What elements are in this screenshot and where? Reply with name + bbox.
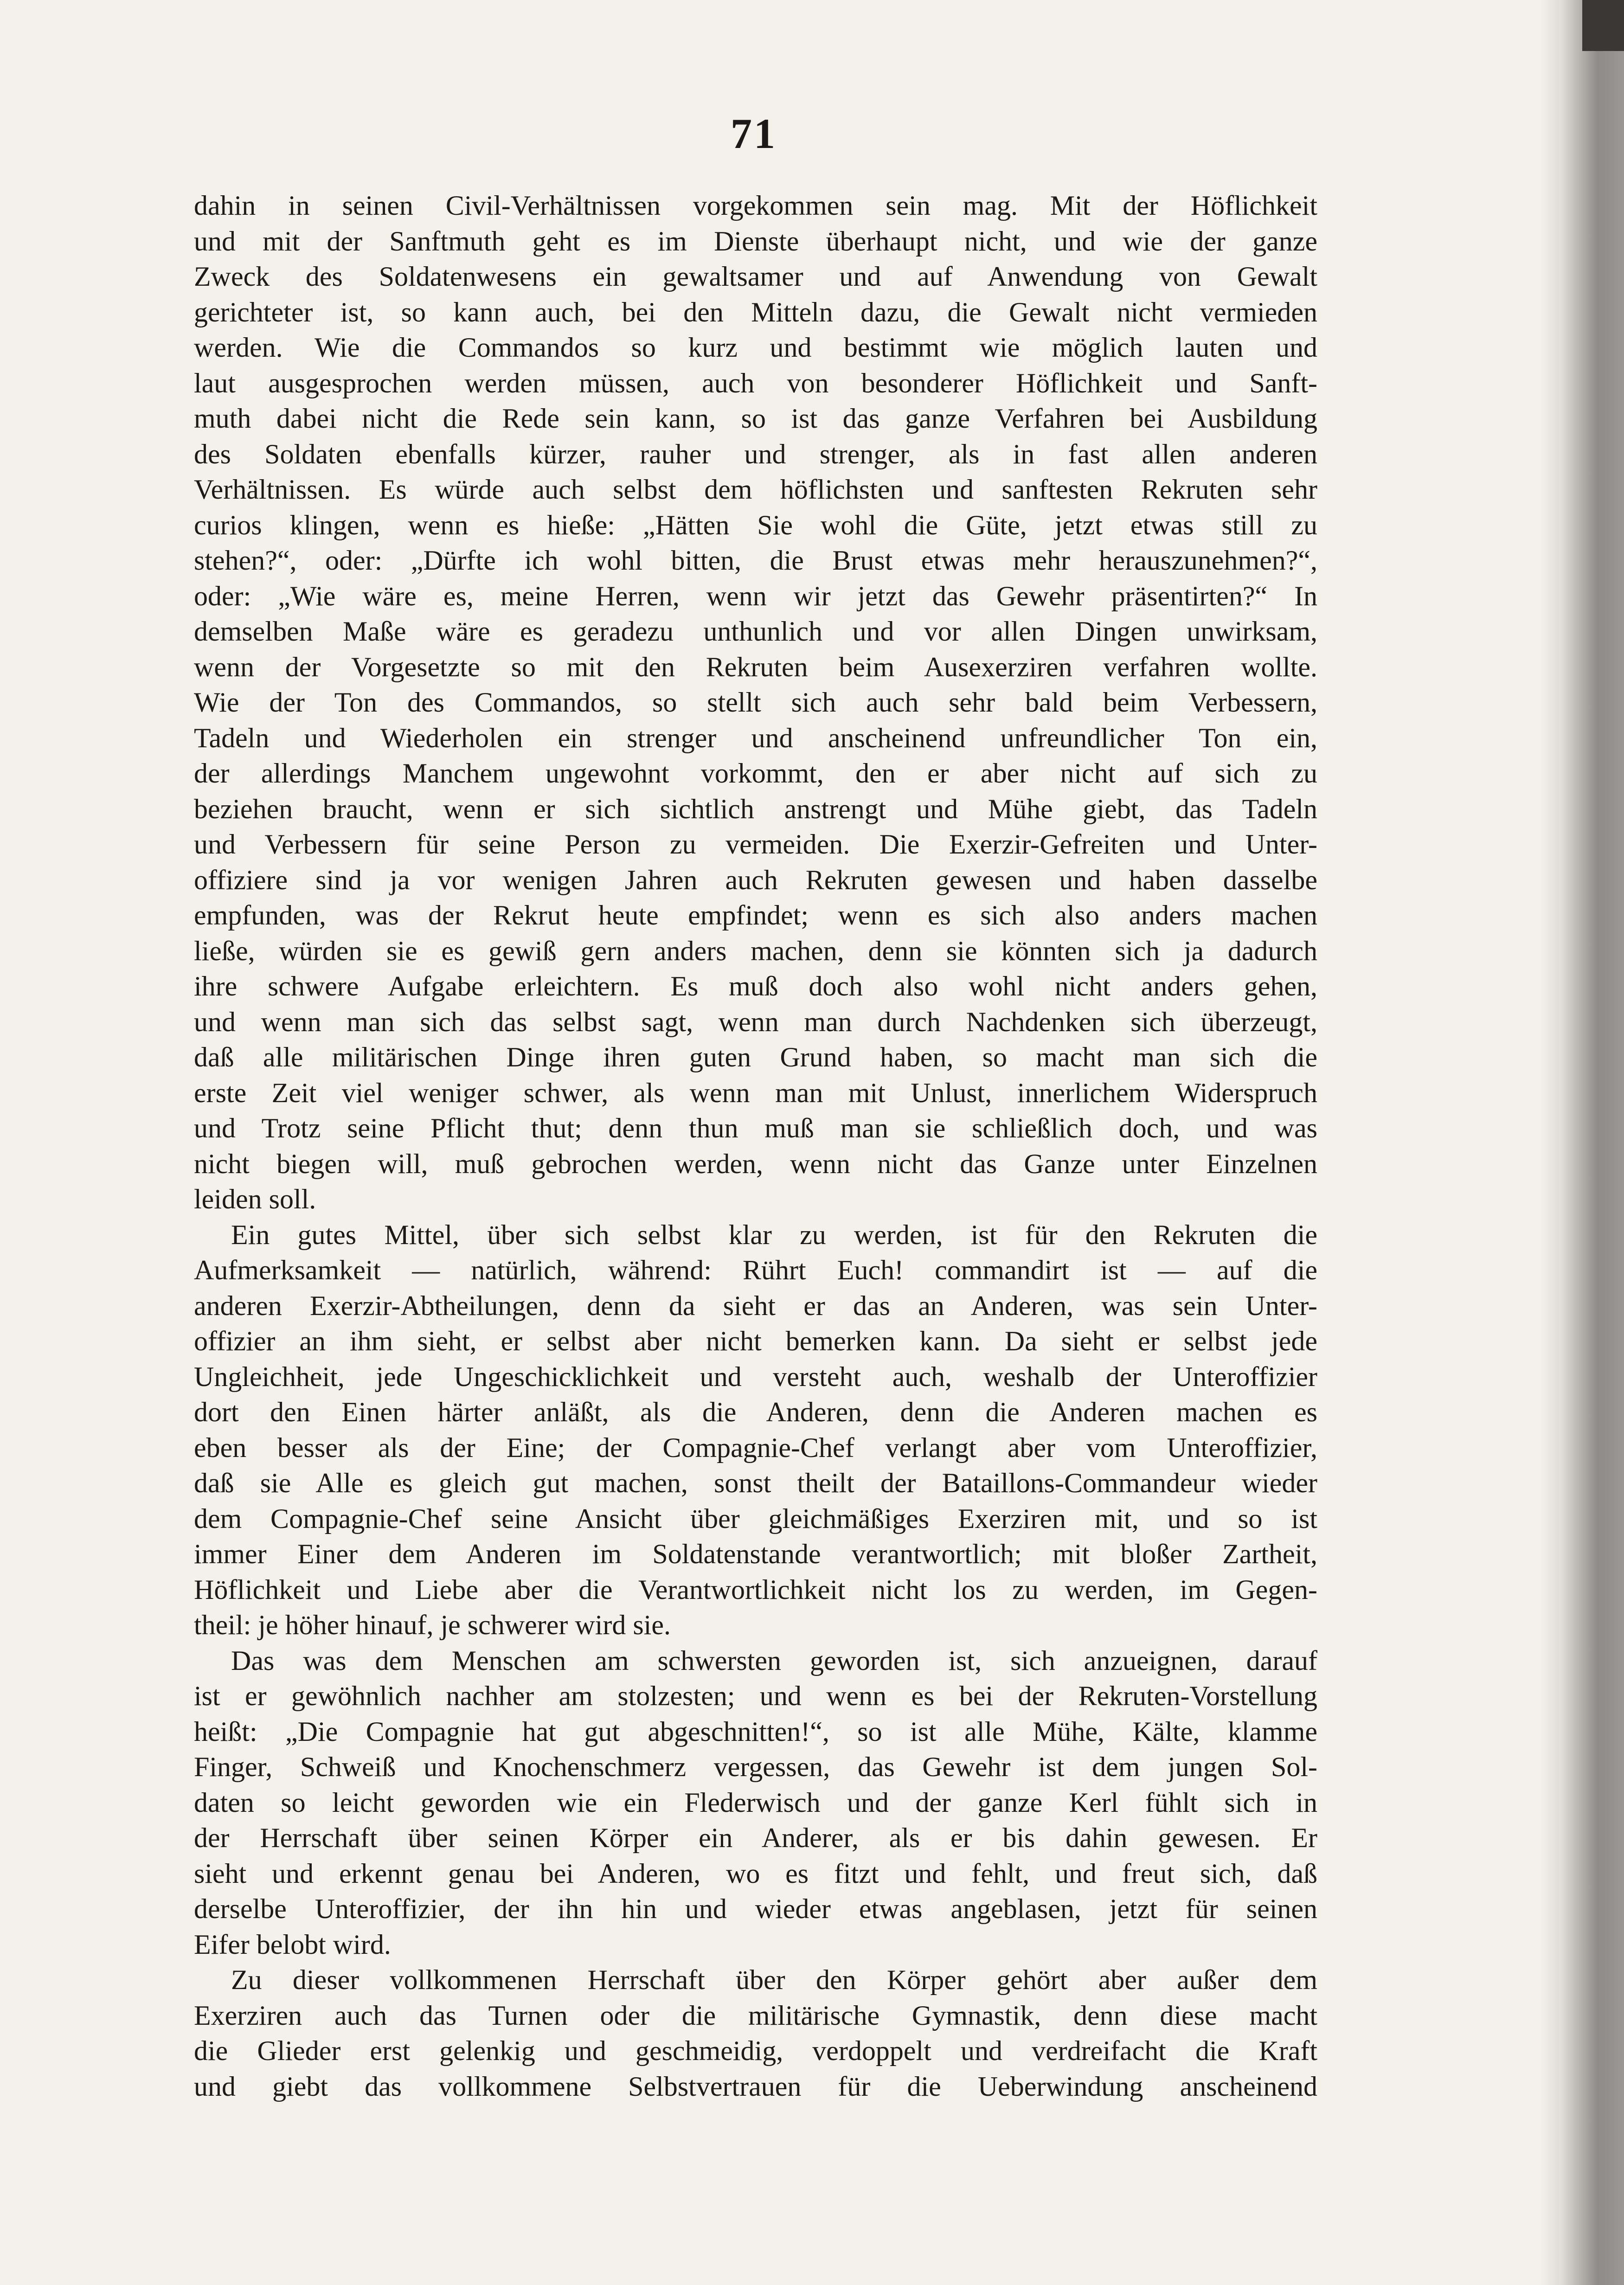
text-line: Höflichkeit und Liebe aber die Verantwortlichkeit nicht los zu werden, im Gegen-: [194, 1574, 1317, 1605]
text-line: leiden soll.: [194, 1184, 316, 1214]
text-line: nicht biegen will, muß gebrochen werden, wenn nicht das Ganze unter Einzelnen: [194, 1148, 1317, 1179]
text-line: curios klingen, wenn es hieße: „Hätten Sie wohl die Güte, jetzt etwas still zu: [194, 509, 1317, 540]
paragraph: [194, 1962, 1317, 2104]
text-line: stehen?“, oder: „Dürfte ich wohl bitten, die Brust etwas mehr herauszunehmen?“,: [194, 545, 1317, 576]
text-line: Verhältnissen. Es würde auch selbst dem höflichsten und sanftesten Rekruten sehr: [194, 474, 1317, 505]
paragraph: [194, 188, 1317, 1217]
text-line: daß alle militärischen Dinge ihren guten Grund haben, so macht man sich die: [194, 1042, 1317, 1072]
scan-corner: [1582, 0, 1624, 51]
text-line: empfunden, was der Rekrut heute empfindet; wenn es sich also anders machen: [194, 900, 1317, 931]
text-line: der Herrschaft über seinen Körper ein Anderer, als er bis dahin gewesen. Er: [194, 1823, 1317, 1853]
text-line: offiziere sind ja vor wenigen Jahren auch Rekruten gewesen und haben dasselbe: [194, 864, 1317, 895]
text-line: laut ausgesprochen werden müssen, auch von besonderer Höflichkeit und Sanft-: [194, 367, 1317, 398]
text-line: des Soldaten ebenfalls kürzer, rauher und strenger, als in fast allen anderen: [194, 438, 1317, 469]
text-line: Finger, Schweiß und Knochenschmerz vergessen, das Gewehr ist dem jungen Sol-: [194, 1752, 1317, 1782]
text-line: ist er gewöhnlich nachher am stolzesten; und wenn es bei der Rekruten-Vorstellung: [194, 1681, 1317, 1711]
text-line: daß sie Alle es gleich gut machen, sonst theilt der Bataillons-Commandeur wieder: [194, 1468, 1317, 1498]
text-line: demselben Maße wäre es geradezu unthunlich und vor allen Dingen unwirksam,: [194, 616, 1317, 647]
text-line: die Glieder erst gelenkig und geschmeidig, verdoppelt und verdreifacht die Kraft: [194, 2035, 1317, 2066]
text-line: dort den Einen härter anläßt, als die Anderen, denn die Anderen machen es: [194, 1397, 1317, 1427]
text-line: und mit der Sanftmuth geht es im Dienste überhaupt nicht, und wie der ganze: [194, 225, 1317, 257]
text-line: Exerziren auch das Turnen oder die militärische Gymnastik, denn diese macht: [194, 2000, 1317, 2031]
text-line: Ungleichheit, jede Ungeschicklichkeit und versteht auch, weshalb der Unteroffizier: [194, 1361, 1317, 1392]
text-line: erste Zeit viel weniger schwer, als wenn man mit Unlust, innerlichem Widerspruch: [194, 1077, 1317, 1108]
text-line: und giebt das vollkommene Selbstvertrauen für die Ueberwindung anscheinend: [194, 2071, 1317, 2102]
text-line: derselbe Unteroffizier, der ihn hin und wieder etwas angeblasen, jetzt für seinen: [194, 1893, 1317, 1924]
paragraph: [194, 1217, 1317, 1643]
text-line: Zu dieser vollkommenen Herrschaft über den Körper gehört aber außer dem: [231, 1964, 1317, 1995]
text-line: oder: „Wie wäre es, meine Herren, wenn wir jetzt das Gewehr präsentirten?“ In: [194, 580, 1317, 611]
text-line: und Verbessern für seine Person zu vermeiden. Die Exerzir-Gefreiten und Unter-: [194, 829, 1317, 860]
text-line: Das was dem Menschen am schwersten geworden ist, sich anzueignen, darauf: [231, 1645, 1317, 1676]
text-line: werden. Wie die Commandos so kurz und bestimmt wie möglich lauten und: [194, 332, 1317, 363]
paragraph: [194, 1643, 1317, 1963]
text-line: Wie der Ton des Commandos, so stellt sich auch sehr bald beim Verbessern,: [194, 687, 1317, 718]
text-line: Tadeln und Wiederholen ein strenger und anscheinend unfreundlicher Ton ein,: [194, 722, 1317, 753]
text-line: heißt: „Die Compagnie hat gut abgeschnitten!“, so ist alle Mühe, Kälte, klamme: [194, 1716, 1317, 1747]
page-number: 71: [731, 110, 777, 157]
text-line: ihre schwere Aufgabe erleichtern. Es muß doch also wohl nicht anders gehen,: [194, 971, 1317, 1001]
text-line: Zweck des Soldatenwesens ein gewaltsamer und auf Anwendung von Gewalt: [194, 261, 1317, 292]
text-line: daten so leicht geworden wie ein Flederwisch und der ganze Kerl fühlt sich in: [194, 1787, 1317, 1818]
page-shadow: [1541, 0, 1559, 2285]
text-line: Aufmerksamkeit — natürlich, während: Rührt Euch! commandirt ist — auf die: [194, 1255, 1317, 1285]
text-line: und wenn man sich das selbst sagt, wenn man durch Nachdenken sich überzeugt,: [194, 1006, 1317, 1037]
text-line: Eifer belobt wird.: [194, 1929, 391, 1960]
text-line: und Trotz seine Pflicht thut; denn thun muß man sie schließlich doch, und was: [194, 1113, 1317, 1143]
text-line: eben besser als der Eine; der Compagnie-Chef verlangt aber vom Unteroffizier,: [194, 1432, 1317, 1463]
body-text: [194, 188, 1317, 2104]
text-line: dem Compagnie-Chef seine Ansicht über gleichmäßiges Exerziren mit, und so ist: [194, 1503, 1317, 1534]
book-binding-edge: [1559, 0, 1624, 2285]
text-line: gerichteter ist, so kann auch, bei den Mitteln dazu, die Gewalt nicht vermieden: [194, 296, 1317, 327]
text-line: theil: je höher hinauf, je schwerer wird sie.: [194, 1610, 671, 1640]
text-line: muth dabei nicht die Rede sein kann, so ist das ganze Verfahren bei Ausbildung: [194, 403, 1317, 434]
text-line: beziehen braucht, wenn er sich sichtlich anstrengt und Mühe giebt, das Tadeln: [194, 793, 1317, 824]
text-line: wenn der Vorgesetzte so mit den Rekruten beim Ausexerziren verfahren wollte.: [194, 651, 1317, 682]
text-line: anderen Exerzir-Abtheilungen, denn da sieht er das an Anderen, was sein Unter-: [194, 1290, 1317, 1321]
text-line: der allerdings Manchem ungewohnt vorkommt, den er aber nicht auf sich zu: [194, 758, 1317, 789]
text-line: offizier an ihm sieht, er selbst aber nicht bemerken kann. Da sieht er selbst jede: [194, 1326, 1317, 1356]
text-line: ließe, würden sie es gewiß gern anders machen, denn sie könnten sich ja dadurch: [194, 935, 1317, 966]
text-line: Ein gutes Mittel, über sich selbst klar zu werden, ist für den Rekruten die: [231, 1219, 1317, 1250]
text-line: sieht und erkennt genau bei Anderen, wo es fitzt und fehlt, und freut sich, daß: [194, 1858, 1317, 1889]
text-line: dahin in seinen Civil-Verhältnissen vorgekommen sein mag. Mit der Höflichkeit: [194, 190, 1317, 221]
text-line: immer Einer dem Anderen im Soldatenstande verantwortlich; mit bloßer Zartheit,: [194, 1539, 1317, 1569]
